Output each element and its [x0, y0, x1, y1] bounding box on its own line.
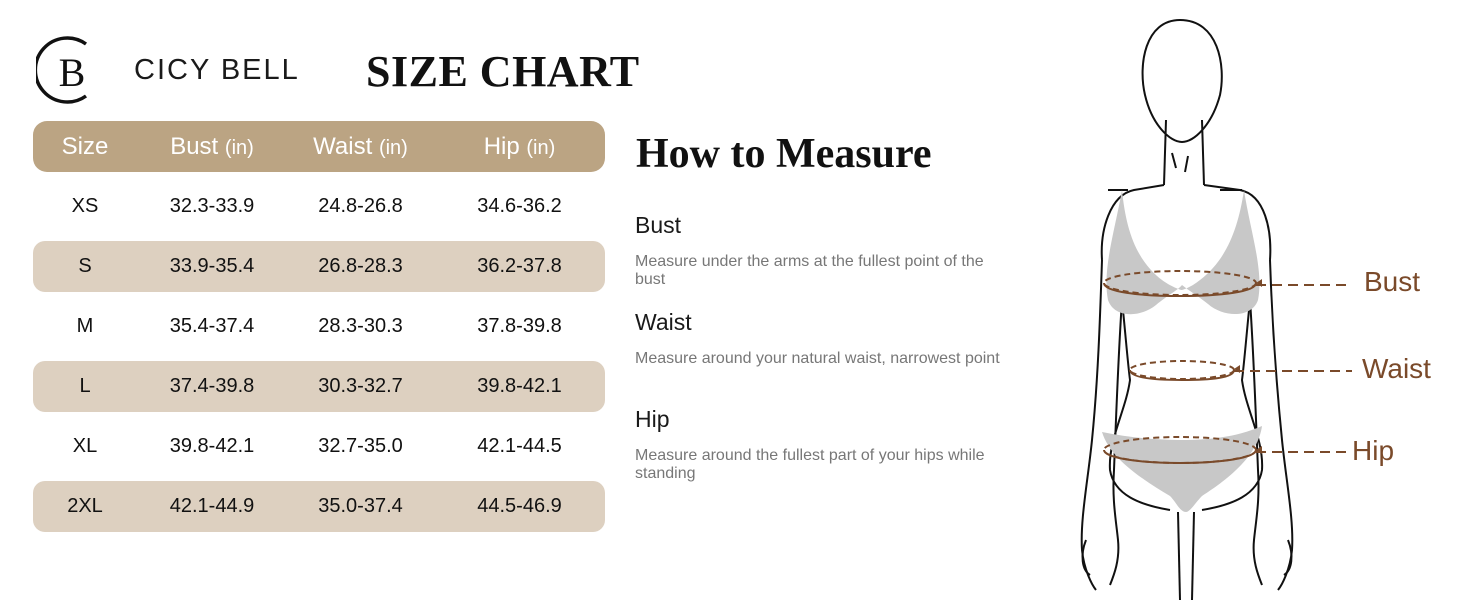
- measure-waist-desc: Measure around your natural waist, narrowest point: [635, 350, 1000, 367]
- measure-bust-desc: Measure under the arms at the fullest point of the bust: [635, 253, 984, 288]
- measure-hip-desc: Measure around the fullest part of your hips while standing: [635, 447, 985, 482]
- table-row: [33, 361, 605, 412]
- cell-bust: 39.8-42.1: [169, 435, 255, 457]
- table-row: [33, 421, 605, 472]
- cell-bust: 37.4-39.8: [169, 375, 255, 397]
- table-row: [33, 481, 605, 532]
- cell-bust: 42.1-44.9: [169, 495, 255, 517]
- cell-hip: 39.8-42.1: [477, 375, 562, 397]
- table-row: [33, 301, 605, 352]
- header-bust: Bust (in): [170, 132, 254, 160]
- cell-waist: 35.0-37.4: [318, 495, 403, 517]
- cell-size: S: [78, 255, 92, 277]
- cell-bust: 33.9-35.4: [169, 255, 255, 277]
- table-row: [33, 241, 605, 292]
- cell-waist: 30.3-32.7: [318, 375, 403, 397]
- table-header-row: [33, 121, 605, 172]
- header-size: Size: [61, 132, 109, 160]
- cell-hip: 44.5-46.9: [477, 495, 562, 517]
- header-waist: Waist (in): [313, 132, 408, 160]
- cell-waist: 32.7-35.0: [318, 435, 403, 457]
- cell-bust: 35.4-37.4: [169, 315, 255, 337]
- cell-hip: 37.8-39.8: [477, 315, 562, 337]
- figure-label-hip: Hip: [1352, 435, 1395, 466]
- measure-waist-label: Waist: [635, 309, 692, 335]
- cell-size: XS: [71, 195, 99, 217]
- figure-label-bust: Bust: [1364, 266, 1421, 297]
- cell-size: M: [76, 315, 94, 337]
- body-figure-illustration: [1030, 0, 1464, 600]
- measure-hip-label: Hip: [635, 406, 670, 432]
- header-hip: Hip (in): [483, 132, 556, 160]
- cell-hip: 36.2-37.8: [477, 255, 562, 277]
- logo-monogram: B: [58, 50, 86, 95]
- cell-size: L: [79, 375, 91, 397]
- brand-name: CICY BELL: [134, 54, 300, 86]
- figure-label-waist: Waist: [1362, 353, 1431, 384]
- table-row: [33, 181, 605, 232]
- cell-hip: 34.6-36.2: [477, 195, 562, 217]
- cell-waist: 26.8-28.3: [318, 255, 403, 277]
- cell-size: XL: [72, 435, 98, 457]
- cell-size: 2XL: [67, 495, 103, 517]
- cell-hip: 42.1-44.5: [477, 435, 562, 457]
- page-title: SIZE CHART: [366, 47, 640, 96]
- measure-heading: How to Measure: [636, 131, 932, 177]
- cell-bust: 32.3-33.9: [169, 195, 255, 217]
- cell-waist: 24.8-26.8: [318, 195, 403, 217]
- measure-bust-label: Bust: [635, 212, 682, 238]
- brand-logo-icon: [36, 36, 108, 104]
- cell-waist: 28.3-30.3: [318, 315, 403, 337]
- size-table: [33, 121, 605, 532]
